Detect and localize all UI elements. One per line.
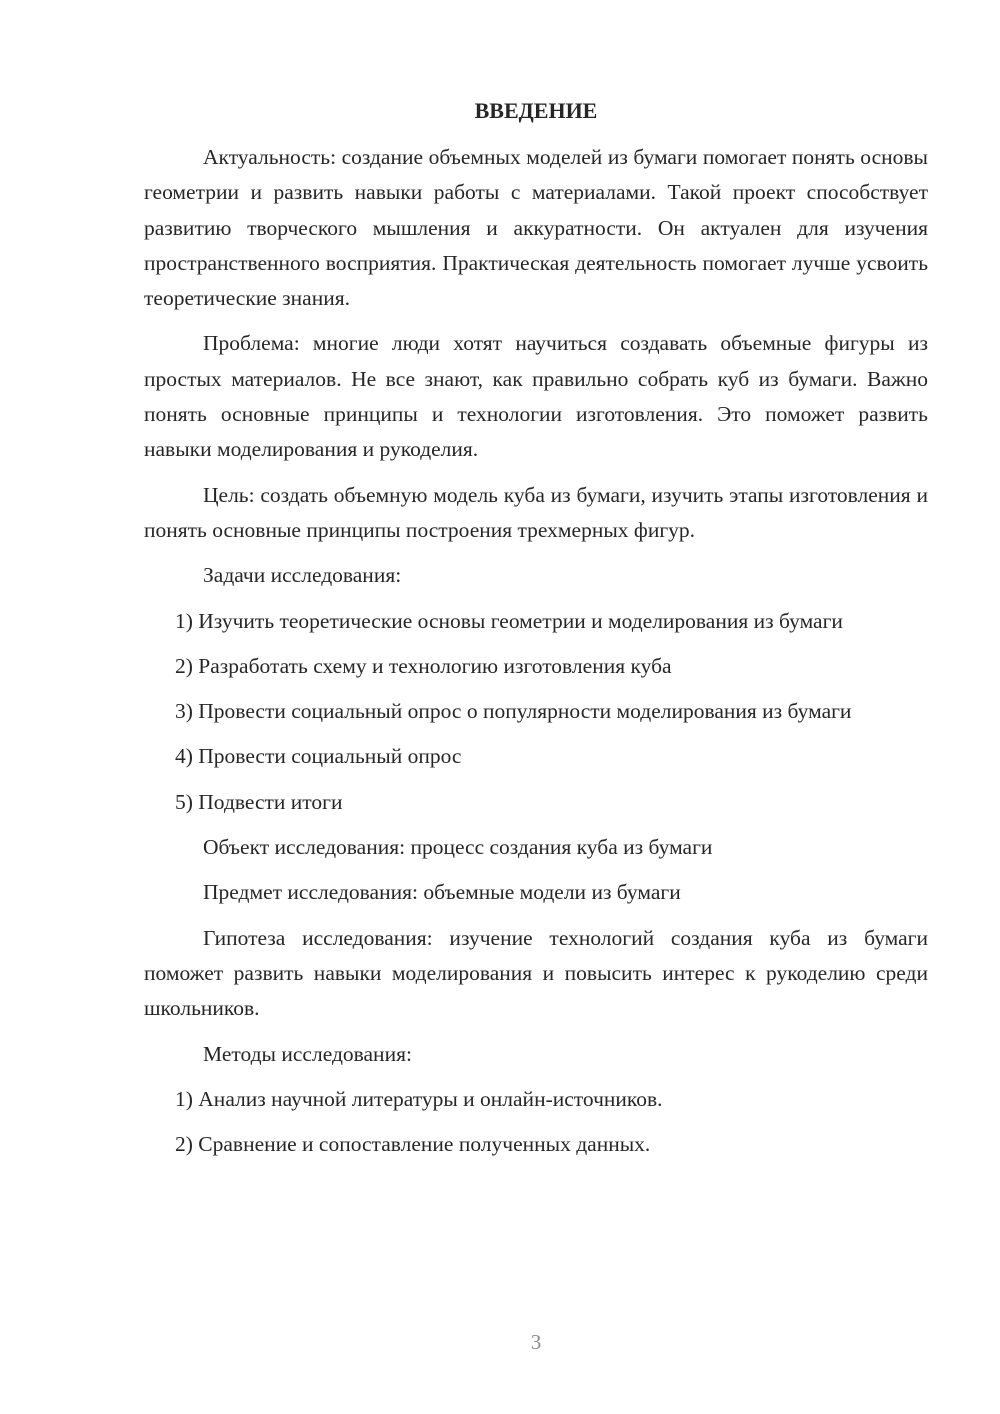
page-number: 3 [530,1330,542,1354]
list-item: 2) Сравнение и сопоставление полученных данных. [175,1132,651,1157]
problem-paragraph: Проблема: многие люди хотят научиться создавать объемные фигуры из простых материалов. Не все знают, как правильно собрать куб из бумаги. Важно понять основные принципы и технологии изготовления. Это поможет развить навыки моделирования и рукоделия. [144,331,928,462]
tasks-heading: Задачи исследования: [203,563,402,588]
subject-line: Предмет исследования: объемные модели из бумаги [203,880,681,905]
list-item: 5) Подвести итоги [175,789,343,814]
list-item: 1) Изучить теоретические основы геометрии и моделирования из бумаги [175,608,843,633]
hypothesis-paragraph: Гипотеза исследования: изучение технологий создания куба из бумаги поможет развить навыки моделирования и повысить интерес к рукоделию среди школьников. [144,925,928,1021]
methods-list [144,1082,928,1163]
tasks-list [144,604,928,820]
list-item: 3) Провести социальный опрос о популярности моделирования из бумаги [175,699,852,724]
list-item: 4) Провести социальный опрос [175,744,462,769]
document-page [144,96,928,1172]
relevance-paragraph: Актуальность: создание объемных моделей из бумаги помогает понять основы геометрии и развить навыки работы с материалами. Такой проект способствует развитию творческого мышления и аккуратности. Он актуален для изучения пространственного восприятия. Практическая деятельность помогает лучше усвоить теоретические знания. [144,145,928,311]
list-item: 1) Анализ научной литературы и онлайн-источников. [175,1086,663,1111]
page-title: ВВЕДЕНИЕ [474,98,598,123]
goal-paragraph: Цель: создать объемную модель куба из бумаги, изучить этапы изготовления и понять основные принципы построения трехмерных фигур. [144,482,928,542]
methods-heading: Методы исследования: [203,1041,412,1066]
object-line: Объект исследования: процесс создания куба из бумаги [203,835,713,860]
list-item: 2) Разработать схему и технологию изготовления куба [175,653,672,678]
